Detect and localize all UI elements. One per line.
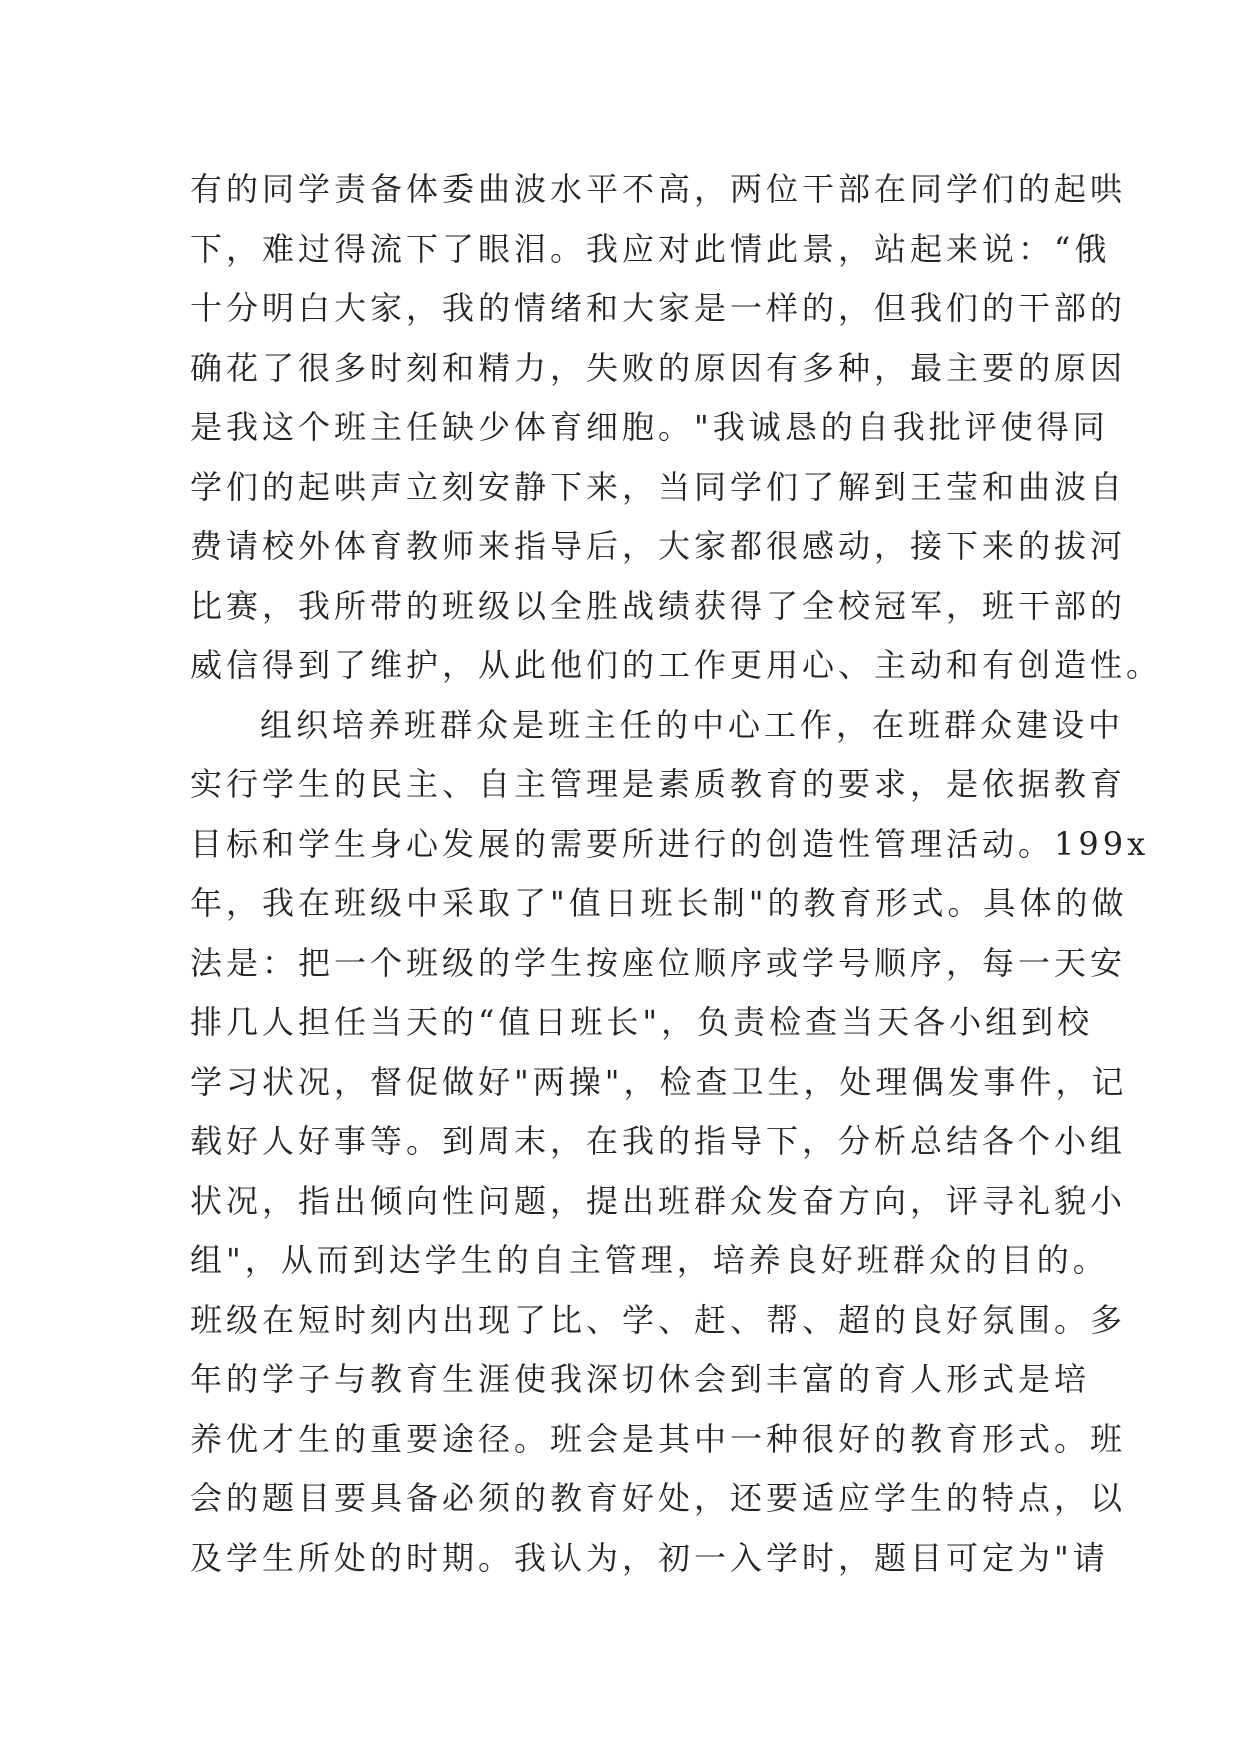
text-line: 下，难过得流下了眼泪。我应对此情此景，站起来说：“俄: [190, 229, 1111, 268]
text-line: 威信得到了维护，从此他们的工作更用心、主动和有创造性。: [190, 646, 1163, 684]
text-line: 养优才生的重要途径。班会是其中一种很好的教育形式。班: [190, 1419, 1127, 1458]
text-line: 及学生所处的时期。我认为，初一入学时，题目可定为"请: [190, 1538, 1109, 1577]
text-line: 载好人好事等。到周末，在我的指导下，分析总结各个小组: [190, 1122, 1127, 1160]
text-line: 费请校外体育教师来指导后，大家都很感动，接下来的拔河: [190, 527, 1127, 565]
text-line: 组织培养班群众是班主任的中心工作，在班群众建设中: [260, 705, 1125, 744]
text-line: 有的同学责备体委曲波水平不高，两位干部在同学们的起哄: [190, 170, 1127, 208]
text-line: 会的题目要具备必须的教育好处，还要适应学生的特点，以: [190, 1479, 1127, 1517]
text-line: 比赛，我所带的班级以全胜战绩获得了全校冠军，班干部的: [190, 586, 1127, 625]
text-line: 年，我在班级中采取了"值日班长制"的教育形式。具体的做: [190, 884, 1128, 922]
text-line: 十分明白大家，我的情绪和大家是一样的，但我们的干部的: [190, 289, 1127, 327]
text-line: 学习状况，督促做好"两操"，检查卫生，处理偶发事件，记: [190, 1062, 1128, 1101]
text-line: 目标和学生身心发展的需要所进行的创造性管理活动。199x: [190, 824, 1150, 863]
text-line: 是我这个班主任缺少体育细胞。"我诚恳的自我批评使得同: [190, 408, 1109, 446]
body-text: [190, 160, 1163, 1588]
text-line: 年的学子与教育生涯使我深切休会到丰富的育人形式是培: [190, 1360, 1091, 1398]
text-line: 状况，指出倾向性问题，提出班群众发奋方向，评寻礼貌小: [190, 1181, 1127, 1220]
text-line: 学们的起哄声立刻安静下来，当同学们了解到王莹和曲波自: [190, 467, 1127, 506]
text-line: 实行学生的民主、自主管理是素质教育的要求，是依据教育: [190, 765, 1127, 803]
text-line: 法是：把一个班级的学生按座位顺序或学号顺序，每一天安: [190, 943, 1127, 982]
text-line: 排几人担任当天的“值日班长"，负责检查当天各小组到校: [190, 1003, 1094, 1041]
text-line: 确花了很多时刻和精力，失败的原因有多种，最主要的原因: [190, 348, 1127, 387]
text-line: 组"，从而到达学生的自主管理，培养良好班群众的目的。: [190, 1241, 1109, 1279]
text-line: 班级在短时刻内出现了比、学、赶、帮、超的良好氛围。多: [190, 1300, 1127, 1339]
